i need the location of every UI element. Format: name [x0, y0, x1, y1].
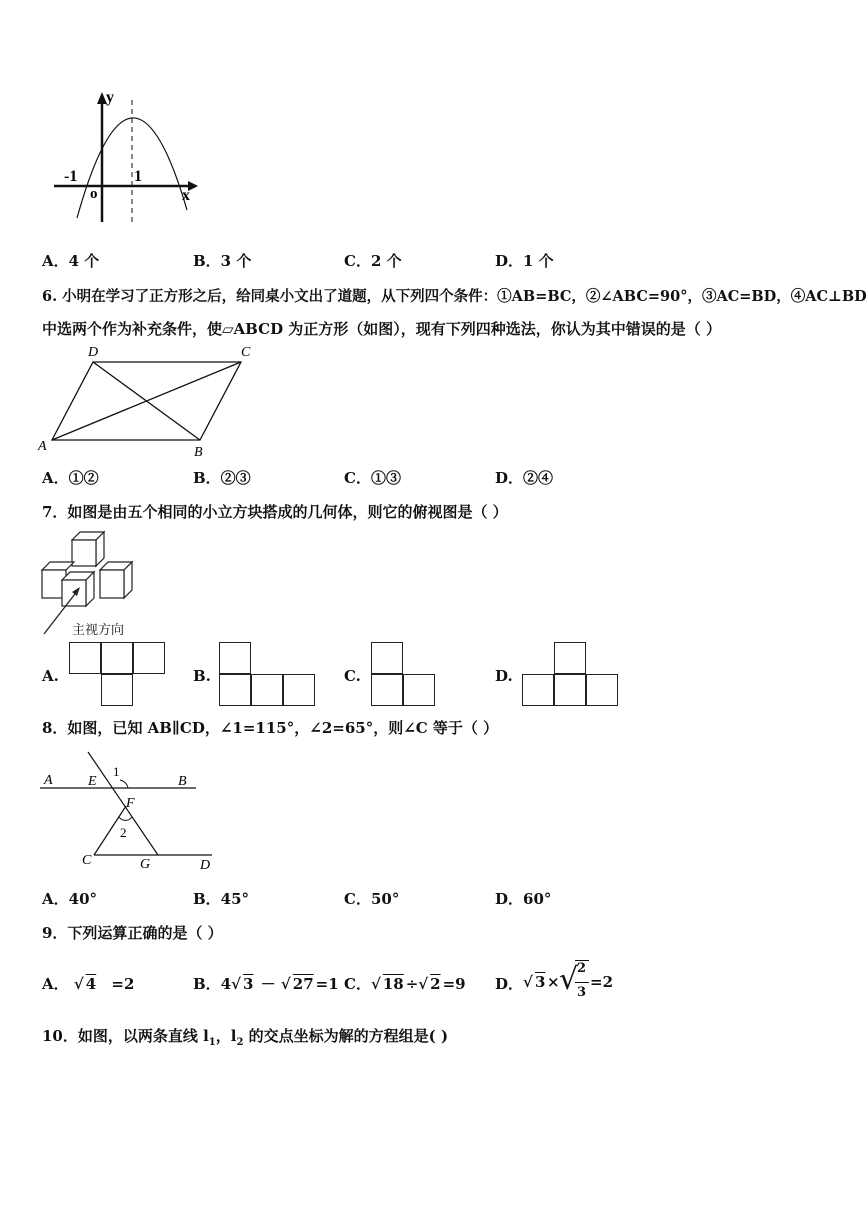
q9-b-coef: 4	[220, 975, 232, 993]
vertex-b-label: B	[194, 445, 203, 457]
q7-option-a-letter[interactable]: A.	[42, 667, 59, 685]
q9-option-c-letter: C．	[344, 975, 371, 993]
point-b-label: B	[178, 774, 187, 789]
q9-option-c[interactable]	[344, 973, 466, 994]
q9-d-radicand: 3	[535, 973, 546, 991]
q7-option-b-letter[interactable]: B.	[193, 667, 211, 685]
sqrt-symbol: √	[559, 962, 579, 997]
parabola-graph	[40, 82, 210, 232]
sqrt-symbol: √	[418, 975, 429, 993]
sqrt-symbol: √	[280, 975, 291, 993]
view-direction-label: 主视方向	[72, 623, 125, 638]
q9-option-a-letter: A．	[42, 975, 69, 993]
q7-option-b-figure[interactable]	[219, 642, 319, 708]
parallel-lines-figure	[36, 748, 221, 873]
q10-stem-part-c: 的交点坐标为解的方程组是( )	[243, 1027, 449, 1045]
q9-b-radicand-1: 3	[242, 975, 254, 993]
q10-stem-part-a: 10．如图，以两条直线 l	[42, 1027, 209, 1045]
sqrt-symbol: √	[370, 975, 381, 993]
q9-a-radicand: 4	[85, 975, 97, 993]
y-axis-label: y	[106, 89, 114, 106]
q6-option-c[interactable]: C．①③	[344, 469, 401, 487]
q5-option-d[interactable]: D．1 个	[495, 252, 554, 270]
point-a-label: A	[44, 773, 53, 788]
point-c-label: C	[82, 853, 92, 868]
q7-option-c-letter[interactable]: C.	[344, 667, 361, 685]
x-axis-label: x	[182, 187, 190, 204]
q5-option-c[interactable]: C．2 个	[344, 252, 402, 270]
q9-option-a[interactable]	[42, 973, 134, 994]
q6-option-b[interactable]: B．②③	[193, 469, 251, 487]
q9-c-divide: ÷	[405, 975, 419, 993]
q7-option-a-figure[interactable]	[69, 642, 169, 708]
sqrt-symbol: √	[73, 975, 84, 993]
q9-d-result: =2	[590, 973, 614, 991]
origin-label: o	[90, 186, 98, 202]
q5-option-b[interactable]: B．3 个	[193, 252, 252, 270]
q8-option-a[interactable]: A．40°	[42, 890, 98, 908]
point-g-label: G	[140, 857, 151, 872]
q8-stem: 8．如图，已知 AB∥CD，∠1=115°，∠2=65°，则∠C 等于（ ）	[42, 719, 499, 737]
vertex-d-label: D	[88, 345, 99, 360]
q9-option-d-letter: D．	[495, 975, 524, 993]
angle-2-label: 2	[120, 825, 127, 840]
q9-stem: 9．下列运算正确的是（ ）	[42, 924, 223, 942]
q7-option-c-figure[interactable]	[371, 642, 441, 708]
q9-b-result: =1	[315, 975, 339, 993]
q9-c-radicand-2: 2	[430, 975, 441, 993]
q9-a-result: =2	[111, 975, 135, 993]
q5-option-a[interactable]: A．4 个	[42, 252, 100, 270]
vertex-a-label: A	[38, 439, 47, 454]
point-f-label: F	[126, 796, 135, 811]
point-e-label: E	[88, 774, 97, 789]
q6-option-d[interactable]: D．②④	[495, 469, 554, 487]
q6-stem-line1: 6. 小明在学习了正方形之后，给同桌小文出了道题，从下列四个条件：①AB=BC，②∠ABC=90°，③AC=BD，④AC⊥BD	[42, 288, 867, 305]
q7-option-d-figure[interactable]	[522, 642, 622, 708]
q6-option-a[interactable]: A．①②	[42, 469, 99, 487]
q9-b-radicand-2: 27	[292, 975, 314, 993]
sqrt-symbol: √	[231, 975, 241, 993]
q7-option-d-letter[interactable]: D.	[495, 667, 513, 685]
q9-c-result: =9	[442, 975, 466, 993]
q9-d-times: ×	[547, 973, 560, 991]
q10-stem-part-b: ，l	[215, 1027, 237, 1045]
q7-stem: 7．如图是由五个相同的小立方块搭成的几何体，则它的俯视图是（ ）	[42, 503, 508, 521]
q9-option-b-letter: B．	[193, 975, 221, 993]
tick-pos-label: 1	[134, 168, 142, 185]
q8-option-b[interactable]: B．45°	[193, 890, 250, 908]
parallelogram-figure	[36, 342, 266, 457]
q9-option-b[interactable]	[193, 973, 339, 994]
point-d-label: D	[200, 858, 211, 873]
q10-sub-2: 2	[236, 1037, 244, 1048]
q9-d-numerator: 2	[577, 961, 587, 976]
q10-stem	[42, 1025, 448, 1048]
angle-1-label: 1	[113, 764, 120, 779]
q6-stem-line2: 中选两个作为补充条件，使▱ABCD 为正方形（如图），现有下列四种选法，你认为其中错误的是（ ）	[42, 320, 722, 338]
q9-d-denominator: 3	[577, 985, 587, 1000]
q8-option-c[interactable]: C．50°	[344, 890, 400, 908]
q10-sub-1: 1	[208, 1037, 216, 1048]
sqrt-symbol: √	[523, 973, 533, 991]
q9-c-radicand-1: 18	[382, 975, 404, 993]
vertex-c-label: C	[241, 345, 251, 360]
q8-option-d[interactable]: D．60°	[495, 890, 552, 908]
q9-b-minus: －	[260, 975, 276, 993]
tick-neg-label: -1	[64, 168, 78, 185]
